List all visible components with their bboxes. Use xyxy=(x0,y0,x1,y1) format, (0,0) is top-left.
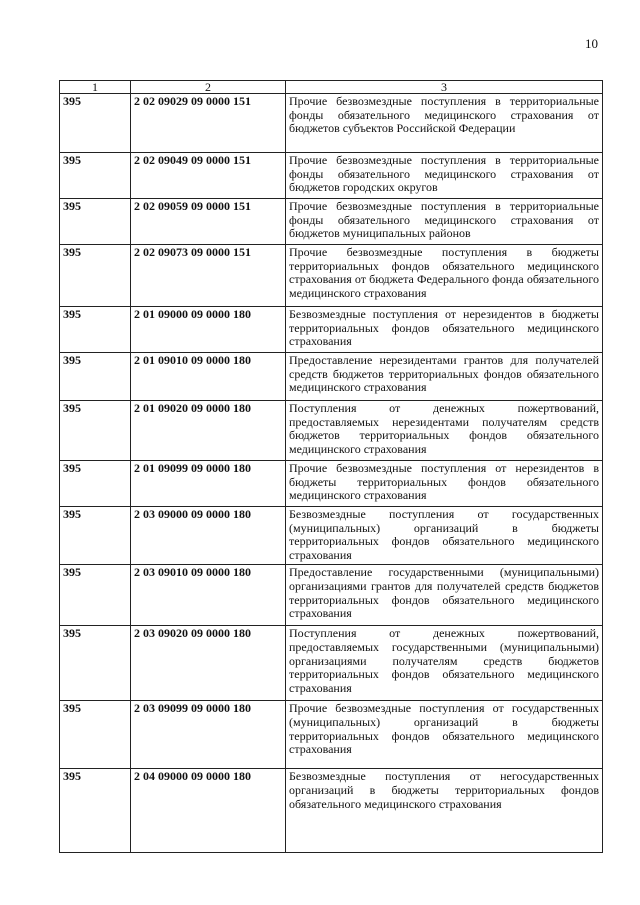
column-header: 2 xyxy=(131,81,286,94)
description-cell: Прочие безвозмездные поступления от нерезидентов в бюджеты территориальных фондов обязательного медицинского страхования xyxy=(286,461,603,507)
table-row xyxy=(60,626,603,701)
revenue-code-table xyxy=(59,80,603,853)
table-row xyxy=(60,353,603,401)
description-cell: Поступления от денежных пожертвований, предоставляемых нерезидентами получателям средств бюджетов территориальных фондов обязательного медицинского страхования xyxy=(286,401,603,461)
table-row xyxy=(60,701,603,769)
admin-code-cell: 395 xyxy=(60,769,131,853)
budget-code-cell: 2 01 09010 09 0000 180 xyxy=(131,353,286,401)
budget-code-cell: 2 02 09073 09 0000 151 xyxy=(131,245,286,307)
budget-code-cell: 2 03 09010 09 0000 180 xyxy=(131,565,286,626)
admin-code-cell: 395 xyxy=(60,507,131,565)
admin-code-cell: 395 xyxy=(60,353,131,401)
admin-code-cell: 395 xyxy=(60,626,131,701)
budget-code-cell: 2 02 09059 09 0000 151 xyxy=(131,199,286,245)
description-cell: Предоставление государственными (муниципальными) организациями грантов для получателей средств бюджетов территориальных фондов обязательного медицинского страхования xyxy=(286,565,603,626)
table-row xyxy=(60,94,603,153)
table-header-row xyxy=(60,81,603,94)
admin-code-cell: 395 xyxy=(60,307,131,353)
admin-code-cell: 395 xyxy=(60,565,131,626)
description-cell: Прочие безвозмездные поступления от государственных (муниципальных) организаций в бюджеты территориальных фондов обязательного медицинского страхования xyxy=(286,701,603,769)
description-cell: Безвозмездные поступления от нерезидентов в бюджеты территориальных фондов обязательного медицинского страхования xyxy=(286,307,603,353)
column-header: 3 xyxy=(286,81,603,94)
budget-code-cell: 2 01 09099 09 0000 180 xyxy=(131,461,286,507)
budget-code-cell: 2 03 09099 09 0000 180 xyxy=(131,701,286,769)
budget-code-cell: 2 02 09049 09 0000 151 xyxy=(131,153,286,199)
admin-code-cell: 395 xyxy=(60,94,131,153)
description-cell: Предоставление нерезидентами грантов для получателей средств бюджетов территориальных фондов обязательного медицинского страхования xyxy=(286,353,603,401)
admin-code-cell: 395 xyxy=(60,245,131,307)
admin-code-cell: 395 xyxy=(60,153,131,199)
table-row xyxy=(60,461,603,507)
admin-code-cell: 395 xyxy=(60,461,131,507)
budget-code-cell: 2 04 09000 09 0000 180 xyxy=(131,769,286,853)
description-cell: Прочие безвозмездные поступления в территориальные фонды обязательного медицинского страхования от бюджетов субъектов Российской Федерации xyxy=(286,94,603,153)
table-row xyxy=(60,401,603,461)
budget-code-cell: 2 03 09000 09 0000 180 xyxy=(131,507,286,565)
admin-code-cell: 395 xyxy=(60,701,131,769)
description-cell: Прочие безвозмездные поступления в территориальные фонды обязательного медицинского страхования от бюджетов муниципальных районов xyxy=(286,199,603,245)
description-cell: Безвозмездные поступления от негосударственных организаций в бюджеты территориальных фондов обязательного медицинского страхования xyxy=(286,769,603,853)
page-number: 10 xyxy=(585,36,598,51)
column-header: 1 xyxy=(60,81,131,94)
table-row xyxy=(60,769,603,853)
table-row xyxy=(60,565,603,626)
table-row xyxy=(60,199,603,245)
table-row xyxy=(60,153,603,199)
description-cell: Прочие безвозмездные поступления в территориальные фонды обязательного медицинского страхования от бюджетов городских округов xyxy=(286,153,603,199)
table-row xyxy=(60,307,603,353)
description-cell: Прочие безвозмездные поступления в бюджеты территориальных фондов обязательного медицинского страхования от бюджета Федерального фонда обязательного медицинского страхования xyxy=(286,245,603,307)
admin-code-cell: 395 xyxy=(60,199,131,245)
table-row xyxy=(60,245,603,307)
budget-code-cell: 2 01 09020 09 0000 180 xyxy=(131,401,286,461)
budget-code-cell: 2 03 09020 09 0000 180 xyxy=(131,626,286,701)
admin-code-cell: 395 xyxy=(60,401,131,461)
table-row xyxy=(60,507,603,565)
budget-code-cell: 2 02 09029 09 0000 151 xyxy=(131,94,286,153)
description-cell: Поступления от денежных пожертвований, предоставляемых государственными (муниципальными) организациями получателям средств бюджетов территориальных фондов обязательного медицинского страхования xyxy=(286,626,603,701)
budget-code-cell: 2 01 09000 09 0000 180 xyxy=(131,307,286,353)
description-cell: Безвозмездные поступления от государственных (муниципальных) организаций в бюджеты территориальных фондов обязательного медицинского страхования xyxy=(286,507,603,565)
